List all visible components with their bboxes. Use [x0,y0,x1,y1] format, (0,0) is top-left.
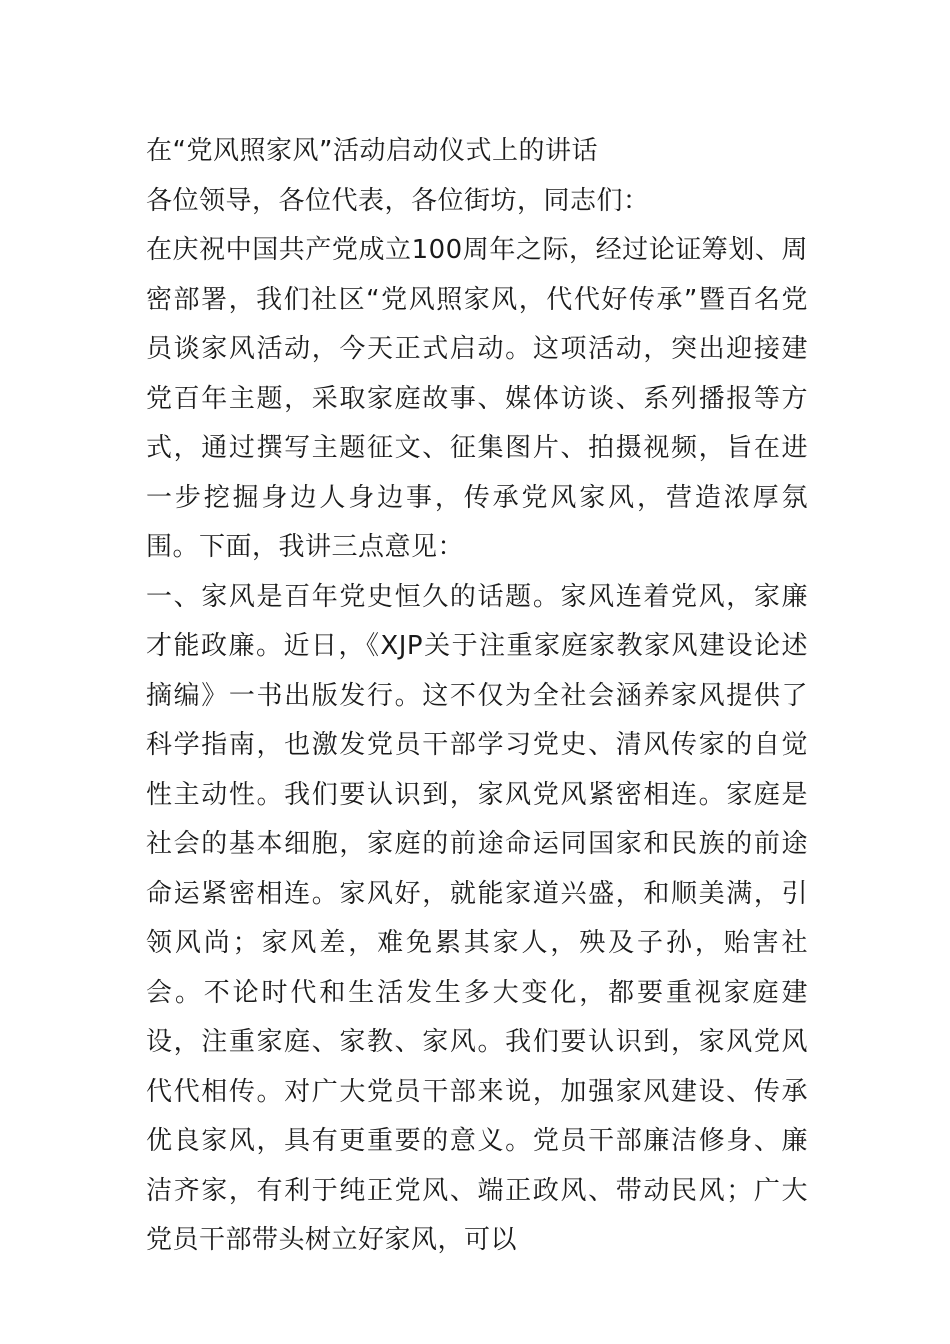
paragraph-intro: 在庆祝中国共产党成立100周年之际，经过论证筹划、周密部署，我们社区“党风照家风，代代好传承”暨百名党员谈家风活动，今天正式启动。这项活动，突出迎接建党百年主题，采取家庭故事、媒体访谈、系列播报等方式，通过撰写主题征文、征集图片、拍摄视频，旨在进一步挖掘身边人身边事，传承党风家风，营造浓厚氛围。下面，我讲三点意见： [146,235,808,562]
salutation: 各位领导，各位代表，各位街坊，同志们： [146,185,650,216]
document-title: 在“党风照家风”活动启动仪式上的讲话 [146,136,598,166]
paragraph-point-one: 一、家风是百年党史恒久的话题。家风连着党风，家廉才能政廉。近日，《XJP关于注重家庭家教家风建设论述摘编》一书出版发行。这不仅为全社会涵养家风提供了科学指南，也激发党员干部学习党史、清风传家的自觉性主动性。我们要认识到，家风党风紧密相连。家庭是社会的基本细胞，家庭的前途命运同国家和民族的前途命运紧密相连。家风好，就能家道兴盛，和顺美满，引领风尚；家风差，难免累其家人，殃及子孙，贻害社会。不论时代和生活发生多大变化，都要重视家庭建设，注重家庭、家教、家风。我们要认识到，家风党风代代相传。对广大党员干部来说，加强家风建设、传承优良家风，具有更重要的意义。党员干部廉洁修身、廉洁齐家，有利于纯正党风、端正政风、带动民风；广大党员干部带头树立好家风，可以 [146,581,808,1255]
document-body [146,127,808,1266]
